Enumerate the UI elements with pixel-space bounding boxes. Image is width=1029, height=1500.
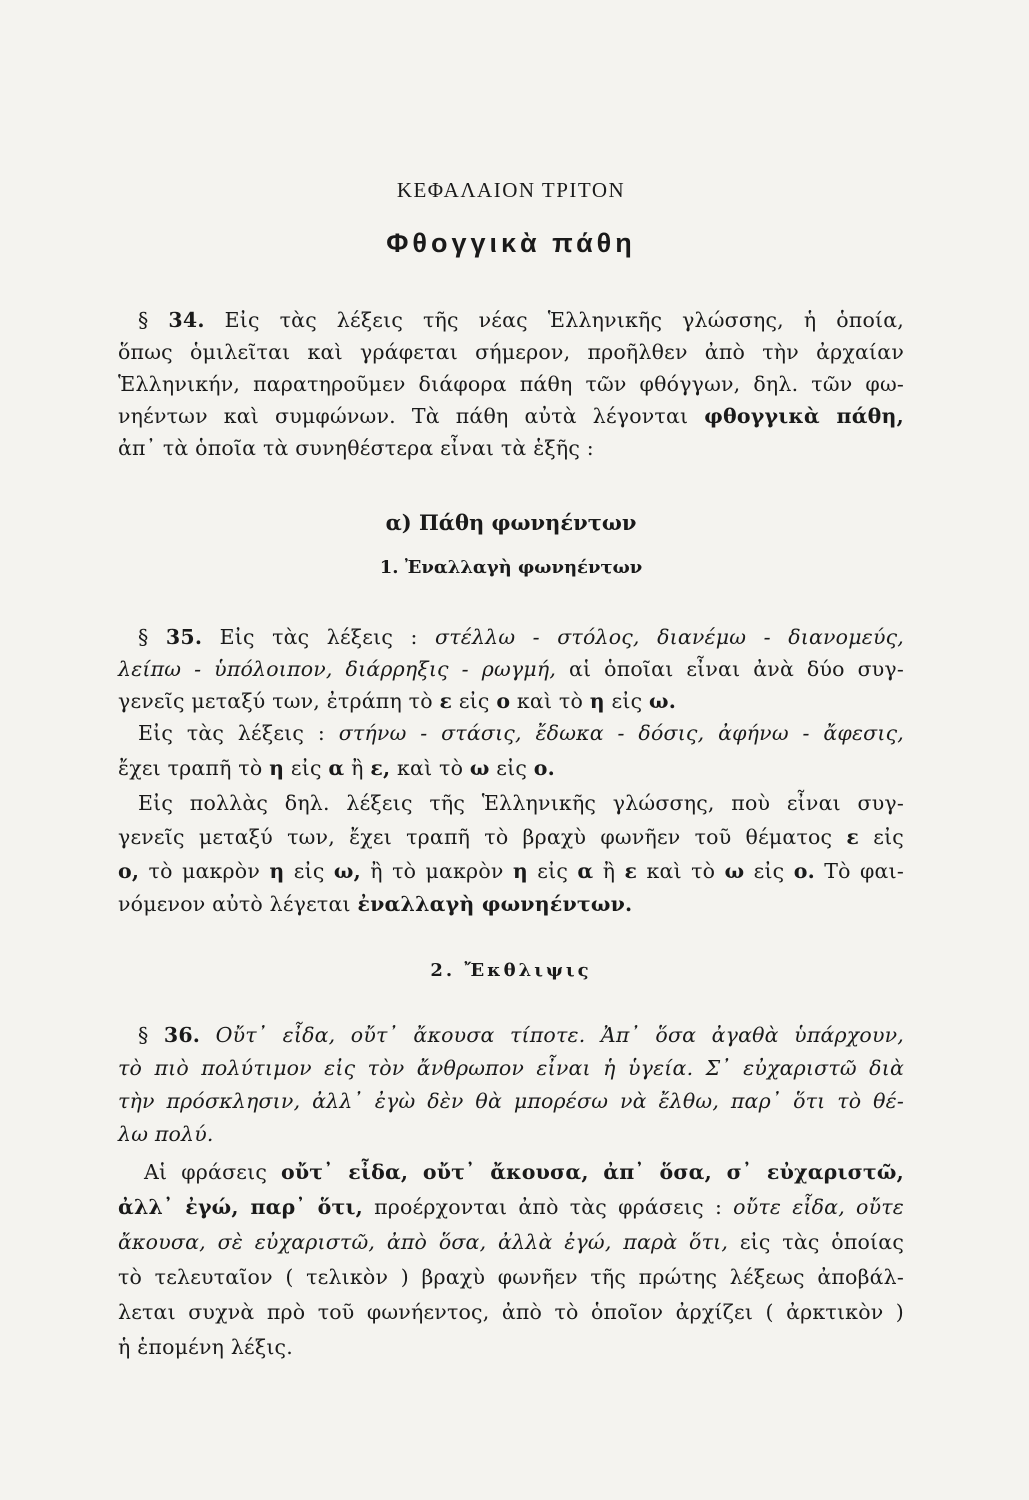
p36-line-4: λω πολύ. <box>118 1122 214 1146</box>
p34-line-4: νηέντων καὶ συμφώνων. Τὰ πάθη αὐτὰ λέγονται φθογγικὰ πάθη, <box>118 404 904 428</box>
p36-line-1: § 36. Οὔτ᾽ εἶδα, οὔτ᾽ ἄκουσα τίποτε. Ἀπ᾽ ὅσα ἀγαθὰ ὑπάρχουν, <box>138 1023 904 1047</box>
p35-line-1: § 35. Εἰς τὰς λέξεις : στέλλω - στόλος, διανέμω - διανομεύς, <box>138 625 904 649</box>
section-1-heading: 1. Ἐναλλαγὴ φωνηέντων <box>379 557 643 578</box>
p36-line-7: ἄκουσα, σὲ εὐχαριστῶ, ἀπὸ ὅσα, ἀλλὰ ἐγώ, παρὰ ὅτι, εἰς τὰς ὁποίας <box>118 1230 905 1254</box>
p35-line-7: γενεῖς μεταξύ των, ἔχει τραπῆ τὸ βραχὺ φωνῆεν τοῦ θέματος ε εἰς <box>118 825 904 849</box>
p35-line-2: λείπω - ὑπόλοιπον, διάρρηξις - ρωγμή, αἱ ὁποῖαι εἶναι ἀνὰ δύο συγ- <box>118 657 905 681</box>
p35-line-8: ο, τὸ μακρὸν η εἰς ω, ἢ τὸ μακρὸν η εἰς α ἢ ε καὶ τὸ ω εἰς ο. Τὸ φαι- <box>118 859 904 883</box>
p36-line-6: ἀλλ᾽ ἐγώ, παρ᾽ ὅτι, προέρχονται ἀπὸ τὰς φράσεις : οὔτε εἶδα, οὔτε <box>118 1195 904 1219</box>
section-a-heading: α) Πάθη φωνηέντων <box>385 510 637 535</box>
p36-line-9: λεται συχνὰ πρὸ τοῦ φωνήεντος, ἀπὸ τὸ ὁποῖον ἀρχίζει ( ἀρκτικὸν ) <box>118 1300 904 1324</box>
chapter-heading: ΚΕΦΑΛΑΙΟΝ ΤΡΙΤΟΝ <box>396 178 626 202</box>
p34-line-3: Ἑλληνικήν, παρατηροῦμεν διάφορα πάθη τῶν φθόγγων, δηλ. τῶν φω- <box>118 372 904 396</box>
p36-line-5: Αἱ φράσεις οὔτ᾽ εἶδα, οὔτ᾽ ἄκουσα, ἀπ᾽ ὅσα, σ᾽ εὐχαριστῶ, <box>144 1160 904 1184</box>
p36-line-8: τὸ τελευταῖον ( τελικὸν ) βραχὺ φωνῆεν τῆς πρώτης λέξεως ἀποβάλ- <box>118 1265 904 1289</box>
p35-line-5: ἔχει τραπῆ τὸ η εἰς α ἢ ε, καὶ τὸ ω εἰς ο. <box>118 756 555 780</box>
p36-line-3: τὴν πρόσκλησιν, ἀλλ᾽ ἐγὼ δὲν θὰ μπορέσω νὰ ἔλθω, παρ᾽ ὅτι τὸ θέ- <box>118 1089 904 1113</box>
page-title: Φθογγικὰ πάθη <box>386 228 636 258</box>
p35-line-4: Εἰς τὰς λέξεις : στήνω - στάσις, ἔδωκα - δόσις, ἀφήνω - ἄφεσις, <box>138 721 904 745</box>
p36-line-2: τὸ πιὸ πολύτιμον εἰς τὸν ἄνθρωπον εἶναι ἡ ὑγεία. Σ᾽ εὐχαριστῶ διὰ <box>118 1056 904 1080</box>
section-2-heading: 2. Ἔκθλιψις <box>430 960 592 981</box>
p35-line-6: Εἰς πολλὰς δηλ. λέξεις τῆς Ἑλληνικῆς γλώσσης, ποὺ εἶναι συγ- <box>138 791 904 815</box>
p35-line-3: γενεῖς μεταξύ των, ἐτράπη τὸ ε εἰς ο καὶ τὸ η εἰς ω. <box>118 689 677 713</box>
p34-line-5: ἀπ᾽ τὰ ὁποῖα τὰ συνηθέστερα εἶναι τὰ ἑξῆς : <box>118 436 594 460</box>
p34-line-2: ὅπως ὁμιλεῖται καὶ γράφεται σήμερον, προῆλθεν ἀπὸ τὴν ἀρχαίαν <box>118 340 904 364</box>
p36-line-10: ἡ ἑπομένη λέξις. <box>118 1335 293 1359</box>
p35-line-9: νόμενον αὐτὸ λέγεται ἐναλλαγὴ φωνηέντων. <box>118 892 633 916</box>
p34-line-1: § 34. Εἰς τὰς λέξεις τῆς νέας Ἑλληνικῆς γλώσσης, ἡ ὁποία, <box>138 308 905 332</box>
